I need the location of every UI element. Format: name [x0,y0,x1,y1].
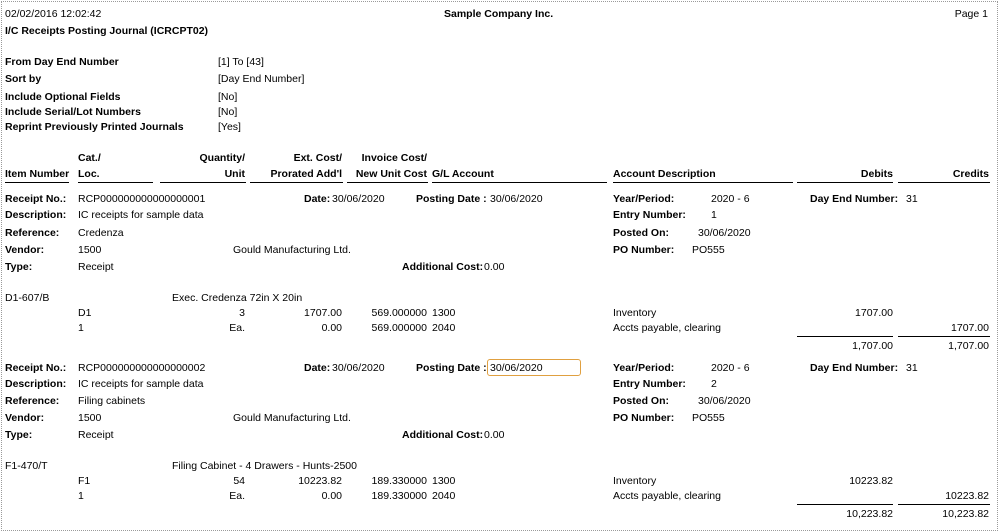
vendor-name: Gould Manufacturing Ltd. [233,412,351,424]
item-number: F1-470/T [5,460,48,472]
param-value: [1] To [43] [218,56,264,68]
vendor-id: 1500 [78,244,102,256]
account-description: Inventory [613,475,657,487]
total-rule [797,504,893,505]
item-invoice-cost: 189.330000 [371,475,427,487]
reference-label: Reference: [5,227,60,239]
report-timestamp: 02/02/2016 12:02:42 [5,8,102,20]
col-new-unit-cost-header: New Unit Cost [355,168,427,180]
param-value: [No] [218,106,238,118]
item-category: D1 [78,307,92,319]
receipt-no-value: RCP000000000000000001 [78,193,206,205]
gl-account: 2040 [432,490,456,502]
additional-cost-label: Additional Cost: [402,261,484,273]
po-number-label: PO Number: [613,412,675,424]
debit-amount: 10223.82 [849,475,893,487]
posting-date-label: Posting Date : [416,362,487,374]
param-label: Sort by [5,73,42,85]
header-underline [898,182,990,183]
credit-amount: 1707.00 [951,322,989,334]
posted-on-value: 30/06/2020 [698,395,751,407]
account-description: Accts payable, clearing [613,322,721,334]
param-label: From Day End Number [5,56,119,68]
vendor-label: Vendor: [5,244,45,256]
col-unit-header: Unit [224,168,245,180]
date-label: Date: [304,193,331,205]
account-description: Inventory [613,307,657,319]
type-value: Receipt [78,261,114,273]
year-period-label: Year/Period: [613,193,675,205]
gl-account: 1300 [432,475,456,487]
item-description: Filing Cabinet - 4 Drawers - Hunts-2500 [172,460,357,472]
day-end-number-value: 31 [906,362,918,374]
col-quantity-header: Quantity/ [199,152,245,164]
year-period-value: 2020 - 6 [711,362,750,374]
header-underline [613,182,793,183]
param-label: Reprint Previously Printed Journals [5,121,184,133]
total-credits: 1,707.00 [948,340,989,352]
col-cat-header: Cat./ [78,152,101,164]
day-end-number-label: Day End Number: [810,193,899,205]
param-label: Include Serial/Lot Numbers [5,106,141,118]
param-value: [Day End Number] [218,73,305,85]
posted-on-label: Posted On: [613,227,670,239]
col-gl-account-header: G/L Account [432,168,494,180]
description-value: IC receipts for sample data [78,378,204,390]
description-label: Description: [5,378,67,390]
item-location: 1 [78,322,84,334]
col-ext-cost-header: Ext. Cost/ [293,152,342,164]
year-period-label: Year/Period: [613,362,675,374]
account-description: Accts payable, clearing [613,490,721,502]
additional-cost-value: 0.00 [484,429,505,441]
day-end-number-value: 31 [906,193,918,205]
po-number-label: PO Number: [613,244,675,256]
param-label: Include Optional Fields [5,91,121,103]
total-rule [797,336,893,337]
credit-amount: 10223.82 [945,490,989,502]
header-underline [78,182,153,183]
total-rule [898,336,990,337]
posted-on-value: 30/06/2020 [698,227,751,239]
item-number: D1-607/B [5,292,50,304]
posting-date-label: Posting Date : [416,193,487,205]
date-label: Date: [304,362,331,374]
col-debits-header: Debits [860,168,893,180]
receipt-no-label: Receipt No.: [5,362,67,374]
type-value: Receipt [78,429,114,441]
item-ext-cost: 1707.00 [304,307,342,319]
reference-value: Credenza [78,227,124,239]
receipt-no-label: Receipt No.: [5,193,67,205]
day-end-number-label: Day End Number: [810,362,899,374]
item-prorated: 0.00 [321,490,342,502]
entry-number-label: Entry Number: [613,378,686,390]
header-underline [250,182,343,183]
report-title: I/C Receipts Posting Journal (ICRCPT02) [5,25,209,37]
item-quantity: 3 [239,307,245,319]
additional-cost-label: Additional Cost: [402,429,484,441]
description-value: IC receipts for sample data [78,209,204,221]
param-value: [No] [218,91,238,103]
param-value: [Yes] [218,121,241,133]
header-underline [5,182,69,183]
entry-number-value: 1 [711,209,717,221]
receipt-no-value: RCP000000000000000002 [78,362,206,374]
total-rule [898,504,990,505]
entry-number-value: 2 [711,378,717,390]
col-credits-header: Credits [952,168,989,180]
type-label: Type: [5,261,33,273]
total-debits: 10,223.82 [846,508,893,520]
additional-cost-value: 0.00 [484,261,505,273]
item-invoice-cost: 569.000000 [371,307,427,319]
page-number: Page 1 [954,8,988,20]
gl-account: 1300 [432,307,456,319]
col-invoice-cost-header: Invoice Cost/ [361,152,427,164]
item-prorated: 0.00 [321,322,342,334]
col-loc-header: Loc. [78,168,100,180]
posting-date-value: 30/06/2020 [490,193,543,205]
posted-on-label: Posted On: [613,395,670,407]
entry-number-label: Entry Number: [613,209,686,221]
item-location: 1 [78,490,84,502]
posting-date-value[interactable]: 30/06/2020 [490,362,543,374]
po-number-value: PO555 [692,412,725,424]
item-new-unit-cost: 189.330000 [371,490,427,502]
col-account-description-header: Account Description [613,168,716,180]
header-underline [160,182,246,183]
vendor-label: Vendor: [5,412,45,424]
gl-account: 2040 [432,322,456,334]
col-prorated-header: Prorated Add'l [270,168,342,180]
item-ext-cost: 10223.82 [298,475,342,487]
company-name: Sample Company Inc. [444,8,554,20]
debit-amount: 1707.00 [855,307,893,319]
date-value: 30/06/2020 [332,193,385,205]
total-credits: 10,223.82 [942,508,989,520]
header-underline [797,182,893,183]
description-label: Description: [5,209,67,221]
po-number-value: PO555 [692,244,725,256]
item-unit: Ea. [229,490,245,502]
total-debits: 1,707.00 [852,340,893,352]
date-value: 30/06/2020 [332,362,385,374]
vendor-id: 1500 [78,412,102,424]
item-unit: Ea. [229,322,245,334]
header-underline [432,182,607,183]
item-category: F1 [78,475,91,487]
vendor-name: Gould Manufacturing Ltd. [233,244,351,256]
header-underline [347,182,428,183]
item-description: Exec. Credenza 72in X 20in [172,292,303,304]
year-period-value: 2020 - 6 [711,193,750,205]
reference-value: Filing cabinets [78,395,146,407]
item-quantity: 54 [233,475,245,487]
col-item-number-header: Item Number [5,168,70,180]
reference-label: Reference: [5,395,60,407]
item-new-unit-cost: 569.000000 [371,322,427,334]
type-label: Type: [5,429,33,441]
